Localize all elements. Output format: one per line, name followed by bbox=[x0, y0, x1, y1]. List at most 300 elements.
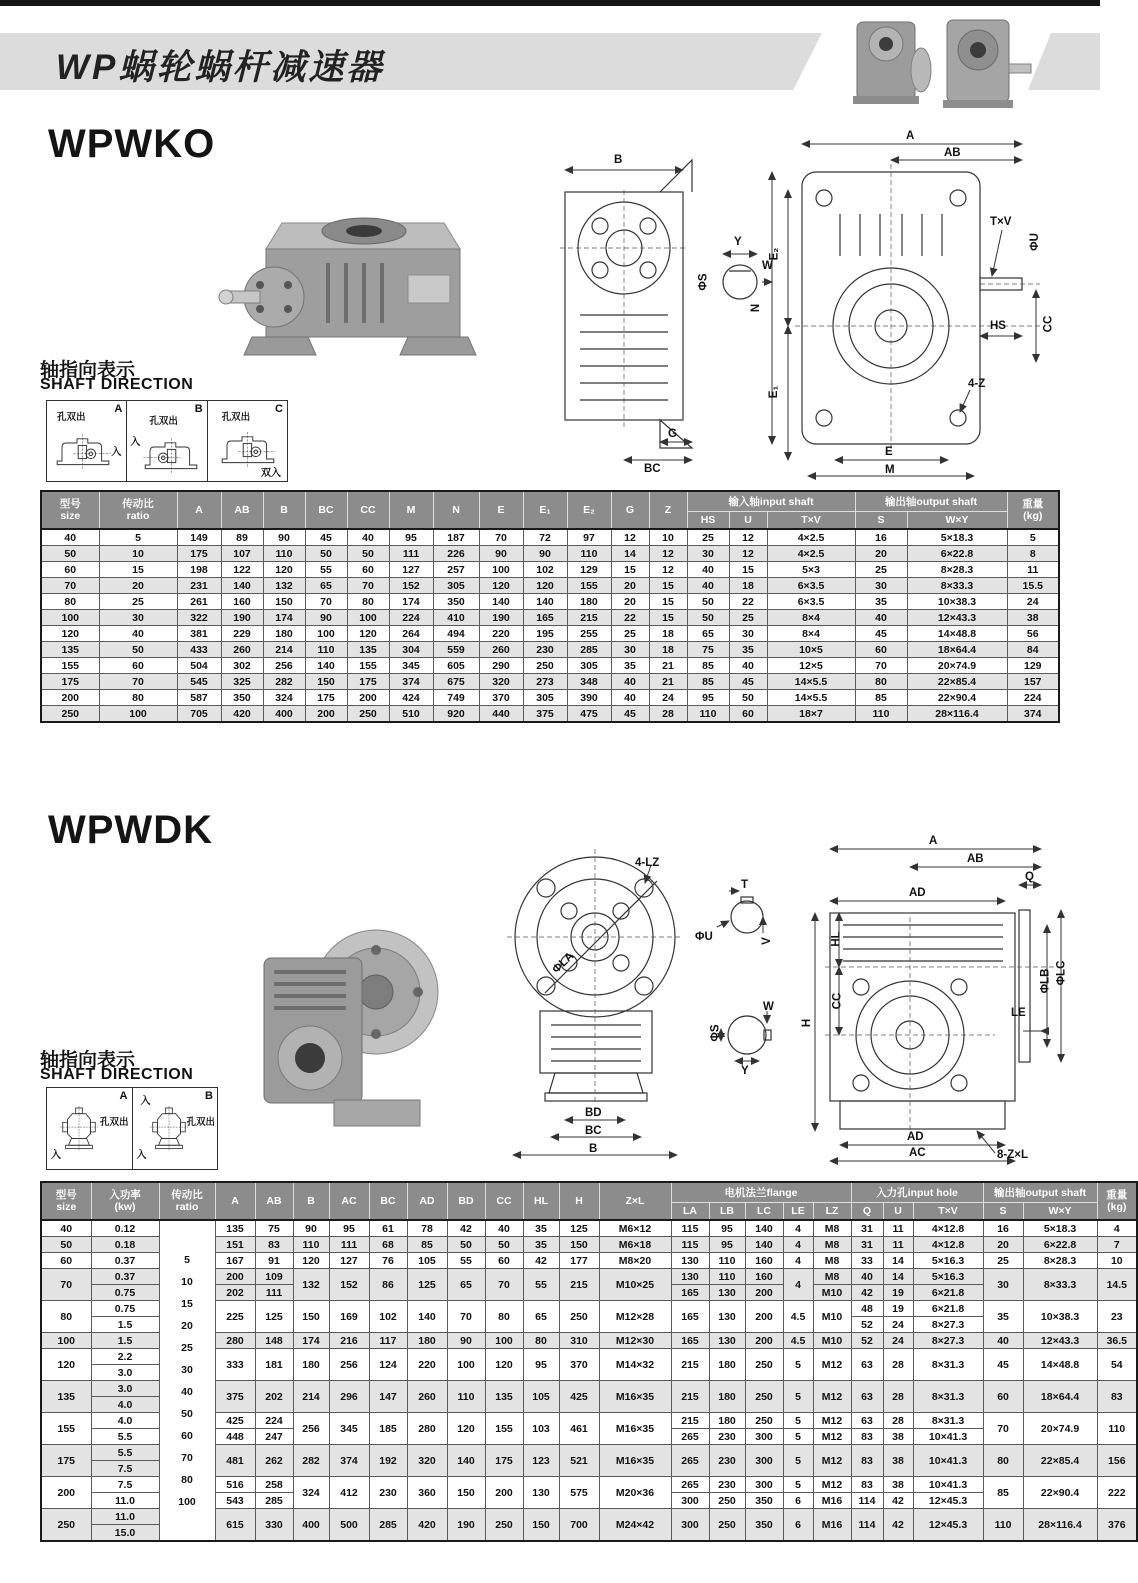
data-cell: 350 bbox=[745, 1509, 783, 1542]
data-cell: 5 bbox=[783, 1477, 813, 1493]
data-cell: 305 bbox=[523, 690, 567, 706]
shaft-direction-label-en: SHAFT DIRECTION bbox=[40, 1066, 194, 1083]
data-cell: 129 bbox=[1007, 658, 1059, 674]
dim-label: Q bbox=[1025, 871, 1034, 883]
data-cell: 24 bbox=[1007, 594, 1059, 610]
data-cell: 192 bbox=[369, 1445, 407, 1477]
data-cell: 615 bbox=[215, 1509, 255, 1542]
data-cell: 83 bbox=[851, 1477, 883, 1493]
data-cell: 5 10 15 20 25 30 40 50 60 70 80 100 bbox=[159, 1220, 215, 1541]
hole-label: 孔双出 bbox=[221, 412, 251, 423]
page-title: WP蜗轮蜗杆减速器 bbox=[56, 48, 385, 87]
data-cell: 120 bbox=[41, 1349, 91, 1381]
shaft-cell-a bbox=[47, 1088, 133, 1169]
section-title-wpwko: WPWKO bbox=[48, 122, 216, 166]
data-cell: 85 bbox=[687, 658, 729, 674]
data-cell: 250 bbox=[745, 1413, 783, 1429]
data-cell: 224 bbox=[255, 1413, 293, 1429]
data-cell: 0.18 bbox=[91, 1237, 159, 1253]
dim-label: AB bbox=[967, 853, 984, 865]
header-cell: H bbox=[559, 1182, 599, 1220]
dim-label: W bbox=[763, 1001, 774, 1013]
data-cell: 70 bbox=[855, 658, 907, 674]
data-cell: 10×41.3 bbox=[913, 1429, 983, 1445]
data-cell: 2.2 bbox=[91, 1349, 159, 1365]
data-cell: M20×36 bbox=[599, 1477, 671, 1509]
header-cell: Z×L bbox=[599, 1182, 671, 1220]
data-cell: 12 bbox=[729, 546, 767, 562]
data-cell: 22 bbox=[611, 610, 649, 626]
header-cell: LC bbox=[745, 1203, 783, 1221]
data-cell: 100 bbox=[41, 610, 99, 626]
dim-label: BC bbox=[644, 463, 661, 475]
data-cell: 135 bbox=[215, 1220, 255, 1237]
data-cell: 305 bbox=[433, 578, 479, 594]
data-cell: 40 bbox=[485, 1220, 523, 1237]
data-cell: 52 bbox=[851, 1333, 883, 1349]
data-cell: 90 bbox=[523, 546, 567, 562]
dim-label: V bbox=[760, 937, 773, 945]
data-cell: 18×7 bbox=[767, 706, 855, 723]
data-cell: 587 bbox=[177, 690, 221, 706]
data-cell: 6×21.8 bbox=[913, 1285, 983, 1301]
data-cell: 3.0 bbox=[91, 1381, 159, 1397]
header-cell: 传动比 ratio bbox=[99, 491, 177, 529]
data-cell: 461 bbox=[559, 1413, 599, 1445]
data-cell: M24×42 bbox=[599, 1509, 671, 1542]
data-cell: 125 bbox=[255, 1301, 293, 1333]
data-cell: 370 bbox=[559, 1349, 599, 1381]
data-cell: 10×41.3 bbox=[913, 1477, 983, 1493]
data-cell: 7.5 bbox=[91, 1477, 159, 1493]
data-cell: 324 bbox=[293, 1477, 329, 1509]
data-cell: 214 bbox=[263, 642, 305, 658]
header-cell: AB bbox=[221, 491, 263, 529]
data-cell: 224 bbox=[389, 610, 433, 626]
dim-label: B bbox=[614, 154, 623, 166]
data-cell: 300 bbox=[745, 1477, 783, 1493]
data-cell: 296 bbox=[329, 1381, 369, 1413]
data-cell: 140 bbox=[305, 658, 347, 674]
data-cell: 4 bbox=[1097, 1220, 1137, 1237]
data-cell: 5 bbox=[783, 1429, 813, 1445]
data-cell: 181 bbox=[255, 1349, 293, 1381]
data-cell: 135 bbox=[347, 642, 389, 658]
data-cell: 190 bbox=[479, 610, 523, 626]
data-cell: 215 bbox=[567, 610, 611, 626]
data-cell: 80 bbox=[99, 690, 177, 706]
data-cell: 30 bbox=[99, 610, 177, 626]
data-cell: 320 bbox=[479, 674, 523, 690]
data-cell: 50 bbox=[485, 1237, 523, 1253]
data-cell: 258 bbox=[255, 1477, 293, 1493]
data-cell: M16×35 bbox=[599, 1381, 671, 1413]
data-cell: 12 bbox=[611, 529, 649, 546]
data-cell: 180 bbox=[567, 594, 611, 610]
data-cell: 705 bbox=[177, 706, 221, 723]
data-cell: 222 bbox=[1097, 1477, 1137, 1509]
data-cell: M16×35 bbox=[599, 1445, 671, 1477]
data-cell: 0.37 bbox=[91, 1269, 159, 1285]
data-cell: 35 bbox=[983, 1301, 1023, 1333]
data-cell: 21 bbox=[649, 658, 687, 674]
data-cell: 14 bbox=[883, 1269, 913, 1285]
data-cell: 374 bbox=[389, 674, 433, 690]
data-cell: 18×64.4 bbox=[1023, 1381, 1097, 1413]
data-cell: 165 bbox=[671, 1333, 709, 1349]
data-cell: 91 bbox=[255, 1253, 293, 1269]
data-cell: 28 bbox=[883, 1413, 913, 1429]
data-cell: 85 bbox=[983, 1477, 1023, 1509]
data-cell: 149 bbox=[177, 529, 221, 546]
data-cell: 80 bbox=[347, 594, 389, 610]
data-cell: 114 bbox=[851, 1509, 883, 1542]
data-cell: M8 bbox=[813, 1253, 851, 1269]
data-cell: 200 bbox=[215, 1269, 255, 1285]
data-cell: 247 bbox=[255, 1429, 293, 1445]
data-cell: 15 bbox=[99, 562, 177, 578]
data-cell: 481 bbox=[215, 1445, 255, 1477]
data-cell: 45 bbox=[611, 706, 649, 723]
data-cell: 265 bbox=[671, 1477, 709, 1493]
data-cell: 381 bbox=[177, 626, 221, 642]
data-cell: 50 bbox=[447, 1237, 485, 1253]
wpwdk-dimension-drawing bbox=[495, 835, 1068, 1170]
data-cell: 150 bbox=[559, 1237, 599, 1253]
wpwko-drawing-lines bbox=[540, 130, 1065, 482]
data-cell: 4.5 bbox=[783, 1333, 813, 1349]
data-cell: 310 bbox=[559, 1333, 599, 1349]
dim-label: W bbox=[762, 260, 773, 272]
data-cell: 500 bbox=[329, 1509, 369, 1542]
gearbox-photo-small-1 bbox=[853, 22, 931, 104]
data-cell: 52 bbox=[851, 1317, 883, 1333]
dim-label: Y bbox=[734, 236, 742, 248]
data-cell: 4×12.8 bbox=[913, 1237, 983, 1253]
header-cell: HS bbox=[687, 512, 729, 530]
data-cell: 250 bbox=[559, 1301, 599, 1333]
data-cell: 25 bbox=[611, 626, 649, 642]
data-cell: M8 bbox=[813, 1269, 851, 1285]
data-cell: 95 bbox=[389, 529, 433, 546]
data-cell: M12 bbox=[813, 1349, 851, 1381]
data-cell: 3.0 bbox=[91, 1365, 159, 1381]
data-cell: 214 bbox=[293, 1381, 329, 1413]
data-cell: M8×20 bbox=[599, 1253, 671, 1269]
data-cell: 95 bbox=[329, 1220, 369, 1237]
data-cell: 36.5 bbox=[1097, 1333, 1137, 1349]
data-cell: 10×41.3 bbox=[913, 1445, 983, 1477]
data-cell: 345 bbox=[329, 1413, 369, 1445]
data-cell: 42 bbox=[883, 1493, 913, 1509]
input-label: 入 bbox=[111, 447, 122, 458]
data-cell: 24 bbox=[649, 690, 687, 706]
dim-label: E₂ bbox=[768, 247, 781, 261]
data-cell: 180 bbox=[709, 1381, 745, 1413]
header-cell: AB bbox=[255, 1182, 293, 1220]
wpwko-product-photo bbox=[212, 205, 492, 365]
data-cell: 117 bbox=[369, 1333, 407, 1349]
data-cell: 25 bbox=[855, 562, 907, 578]
data-cell: 175 bbox=[347, 674, 389, 690]
data-cell: 6 bbox=[783, 1493, 813, 1509]
data-cell: 102 bbox=[523, 562, 567, 578]
data-cell: M12×30 bbox=[599, 1333, 671, 1349]
data-cell: 85 bbox=[407, 1237, 447, 1253]
dim-label: LE bbox=[1011, 1007, 1026, 1019]
data-cell: 100 bbox=[347, 610, 389, 626]
header-cell: 输入轴input shaft bbox=[687, 491, 855, 512]
header-cell: BC bbox=[369, 1182, 407, 1220]
data-cell: 109 bbox=[255, 1269, 293, 1285]
data-cell: 8×33.3 bbox=[907, 578, 1007, 594]
data-cell: 320 bbox=[407, 1445, 447, 1477]
data-cell: 12×43.3 bbox=[1023, 1333, 1097, 1349]
data-cell: 180 bbox=[293, 1349, 329, 1381]
data-cell: 25 bbox=[983, 1253, 1023, 1269]
data-cell: 150 bbox=[447, 1477, 485, 1509]
header-cell: 型号 size bbox=[41, 1182, 91, 1220]
data-cell: 19 bbox=[883, 1301, 913, 1317]
input-label: 双入 bbox=[260, 468, 281, 479]
data-cell: 4 bbox=[783, 1237, 813, 1253]
data-cell: 110 bbox=[447, 1381, 485, 1413]
data-cell: M12 bbox=[813, 1381, 851, 1413]
data-cell: 11 bbox=[1007, 562, 1059, 578]
data-cell: 448 bbox=[215, 1429, 255, 1445]
data-cell: 40 bbox=[347, 529, 389, 546]
data-cell: 35 bbox=[523, 1220, 559, 1237]
dim-label: 4-LZ bbox=[635, 857, 660, 869]
data-cell: 215 bbox=[671, 1349, 709, 1381]
data-cell: 15 bbox=[649, 578, 687, 594]
dim-label: H bbox=[801, 1018, 814, 1028]
dim-label: Y bbox=[741, 1065, 749, 1077]
data-cell: 110 bbox=[855, 706, 907, 723]
data-cell: 175 bbox=[485, 1445, 523, 1477]
data-cell: 60 bbox=[99, 658, 177, 674]
data-cell: 11.0 bbox=[91, 1493, 159, 1509]
data-cell: 35 bbox=[523, 1237, 559, 1253]
data-cell: 5×16.3 bbox=[913, 1253, 983, 1269]
shaft-direction-label-en: SHAFT DIRECTION bbox=[40, 376, 194, 393]
cell-letter: B bbox=[194, 403, 203, 415]
data-cell: 175 bbox=[177, 546, 221, 562]
data-cell: 198 bbox=[177, 562, 221, 578]
data-cell: 25 bbox=[729, 610, 767, 626]
data-cell: 20×74.9 bbox=[1023, 1413, 1097, 1445]
data-cell: 40 bbox=[611, 690, 649, 706]
data-cell: 130 bbox=[671, 1253, 709, 1269]
data-cell: M16 bbox=[813, 1493, 851, 1509]
data-cell: 42 bbox=[883, 1509, 913, 1542]
dim-label: HL bbox=[830, 931, 843, 947]
data-cell: 111 bbox=[329, 1237, 369, 1253]
data-cell: 226 bbox=[433, 546, 479, 562]
data-cell: 1.5 bbox=[91, 1333, 159, 1349]
input-label: 入 bbox=[130, 437, 141, 448]
data-cell: 195 bbox=[523, 626, 567, 642]
data-cell: 250 bbox=[745, 1349, 783, 1381]
data-cell: 14×48.8 bbox=[1023, 1349, 1097, 1381]
data-cell: 28×116.4 bbox=[1023, 1509, 1097, 1542]
header-cell: CC bbox=[347, 491, 389, 529]
header-cell: T×V bbox=[767, 512, 855, 530]
data-cell: 48 bbox=[851, 1301, 883, 1317]
data-cell: 60 bbox=[41, 1253, 91, 1269]
dim-label: 4-Z bbox=[968, 378, 986, 390]
dim-label: T×V bbox=[990, 216, 1012, 228]
data-cell: 290 bbox=[479, 658, 523, 674]
data-cell: 4.0 bbox=[91, 1413, 159, 1429]
data-cell: 180 bbox=[263, 626, 305, 642]
data-cell: 110 bbox=[709, 1253, 745, 1269]
data-cell: 105 bbox=[523, 1381, 559, 1413]
data-cell: 174 bbox=[389, 594, 433, 610]
header-cell: Z bbox=[649, 491, 687, 529]
gearbox-side-diagram bbox=[57, 1094, 101, 1164]
data-cell: 132 bbox=[293, 1269, 329, 1301]
header-cell: A bbox=[177, 491, 221, 529]
data-cell: 10×38.3 bbox=[907, 594, 1007, 610]
header-cell: 入力孔input hole bbox=[851, 1182, 983, 1203]
data-cell: 215 bbox=[671, 1381, 709, 1413]
data-cell: M8 bbox=[813, 1220, 851, 1237]
data-cell: 4.0 bbox=[91, 1397, 159, 1413]
data-cell: M10 bbox=[813, 1333, 851, 1349]
data-cell: 20 bbox=[855, 546, 907, 562]
data-cell: 4 bbox=[783, 1269, 813, 1301]
data-cell: 175 bbox=[41, 674, 99, 690]
data-cell: 95 bbox=[709, 1237, 745, 1253]
data-cell: 135 bbox=[41, 1381, 91, 1413]
data-cell: M16×35 bbox=[599, 1413, 671, 1445]
data-cell: 273 bbox=[523, 674, 567, 690]
data-cell: 50 bbox=[41, 546, 99, 562]
data-cell: 8×27.3 bbox=[913, 1317, 983, 1333]
data-cell: 110 bbox=[263, 546, 305, 562]
data-cell: 10 bbox=[99, 546, 177, 562]
data-cell: 50 bbox=[305, 546, 347, 562]
data-cell: 285 bbox=[255, 1493, 293, 1509]
data-cell: 28 bbox=[883, 1349, 913, 1381]
data-cell: 110 bbox=[983, 1509, 1023, 1542]
data-cell: 35 bbox=[855, 594, 907, 610]
header-cell: A bbox=[215, 1182, 255, 1220]
dim-label: A bbox=[906, 130, 915, 142]
data-cell: 256 bbox=[263, 658, 305, 674]
data-cell: 0.75 bbox=[91, 1285, 159, 1301]
data-cell: 40 bbox=[99, 626, 177, 642]
data-cell: 521 bbox=[559, 1445, 599, 1477]
data-cell: 256 bbox=[293, 1413, 329, 1445]
data-cell: 8×31.3 bbox=[913, 1381, 983, 1413]
data-cell: 28 bbox=[649, 706, 687, 723]
data-cell: 95 bbox=[523, 1349, 559, 1381]
top-black-bar bbox=[0, 0, 1100, 6]
data-cell: 180 bbox=[709, 1349, 745, 1381]
data-cell: 230 bbox=[709, 1429, 745, 1445]
header-cell: E bbox=[479, 491, 523, 529]
section-title-wpwdk: WPWDK bbox=[48, 808, 213, 852]
data-cell: 30 bbox=[687, 546, 729, 562]
data-cell: 130 bbox=[709, 1285, 745, 1301]
data-cell: 120 bbox=[41, 626, 99, 642]
data-cell: 11 bbox=[883, 1220, 913, 1237]
data-cell: 125 bbox=[407, 1269, 447, 1301]
data-cell: 14.5 bbox=[1097, 1269, 1137, 1301]
header-cell: AC bbox=[329, 1182, 369, 1220]
data-cell: 412 bbox=[329, 1477, 369, 1509]
data-cell: 122 bbox=[221, 562, 263, 578]
dim-label: G bbox=[668, 428, 677, 440]
data-cell: 140 bbox=[447, 1445, 485, 1477]
data-cell: 150 bbox=[523, 1509, 559, 1542]
header-cell: 电机法兰flange bbox=[671, 1182, 851, 1203]
header-cell: 重量 (kg) bbox=[1007, 491, 1059, 529]
data-cell: 6×21.8 bbox=[913, 1301, 983, 1317]
shaft-direction-label-cn: 轴指向表示 bbox=[40, 1050, 136, 1071]
data-cell: 40 bbox=[41, 1220, 91, 1237]
data-cell: 140 bbox=[479, 594, 523, 610]
data-cell: 4 bbox=[783, 1220, 813, 1237]
dim-label: ΦU bbox=[695, 931, 713, 943]
data-cell: 4.5 bbox=[783, 1301, 813, 1333]
data-cell: 675 bbox=[433, 674, 479, 690]
dim-label: CC bbox=[1042, 315, 1055, 333]
data-cell: 100 bbox=[41, 1333, 91, 1349]
data-cell: 16 bbox=[983, 1220, 1023, 1237]
data-cell: 140 bbox=[745, 1237, 783, 1253]
header-cell: G bbox=[611, 491, 649, 529]
data-cell: 140 bbox=[221, 578, 263, 594]
data-cell: 8×4 bbox=[767, 626, 855, 642]
data-cell: 375 bbox=[523, 706, 567, 723]
data-cell: 410 bbox=[433, 610, 479, 626]
data-cell: 22×90.4 bbox=[1023, 1477, 1097, 1509]
data-cell: 152 bbox=[329, 1269, 369, 1301]
data-cell: 45 bbox=[855, 626, 907, 642]
header-cell: 输出轴output shaft bbox=[983, 1182, 1097, 1203]
data-cell: 78 bbox=[407, 1220, 447, 1237]
data-cell: 250 bbox=[523, 658, 567, 674]
data-cell: 167 bbox=[215, 1253, 255, 1269]
data-cell: 40 bbox=[687, 578, 729, 594]
data-cell: 224 bbox=[1007, 690, 1059, 706]
data-cell: 175 bbox=[41, 1445, 91, 1477]
data-cell: 5 bbox=[783, 1381, 813, 1413]
dim-label: A bbox=[929, 835, 938, 847]
data-cell: 110 bbox=[293, 1237, 329, 1253]
data-cell: 40 bbox=[41, 529, 99, 546]
data-cell: 150 bbox=[293, 1301, 329, 1333]
header-cell: B bbox=[293, 1182, 329, 1220]
data-cell: 6×3.5 bbox=[767, 578, 855, 594]
data-cell: 19 bbox=[883, 1285, 913, 1301]
input-label: 入 bbox=[51, 1150, 61, 1161]
data-cell: 12×5 bbox=[767, 658, 855, 674]
data-cell: 63 bbox=[851, 1381, 883, 1413]
data-cell: 85 bbox=[855, 690, 907, 706]
data-cell: 174 bbox=[293, 1333, 329, 1349]
data-cell: 190 bbox=[447, 1509, 485, 1542]
data-cell: 45 bbox=[729, 674, 767, 690]
data-cell: M12 bbox=[813, 1477, 851, 1493]
data-cell: 216 bbox=[329, 1333, 369, 1349]
data-cell: 12×45.3 bbox=[913, 1509, 983, 1542]
data-cell: 30 bbox=[729, 626, 767, 642]
data-cell: 15 bbox=[729, 562, 767, 578]
